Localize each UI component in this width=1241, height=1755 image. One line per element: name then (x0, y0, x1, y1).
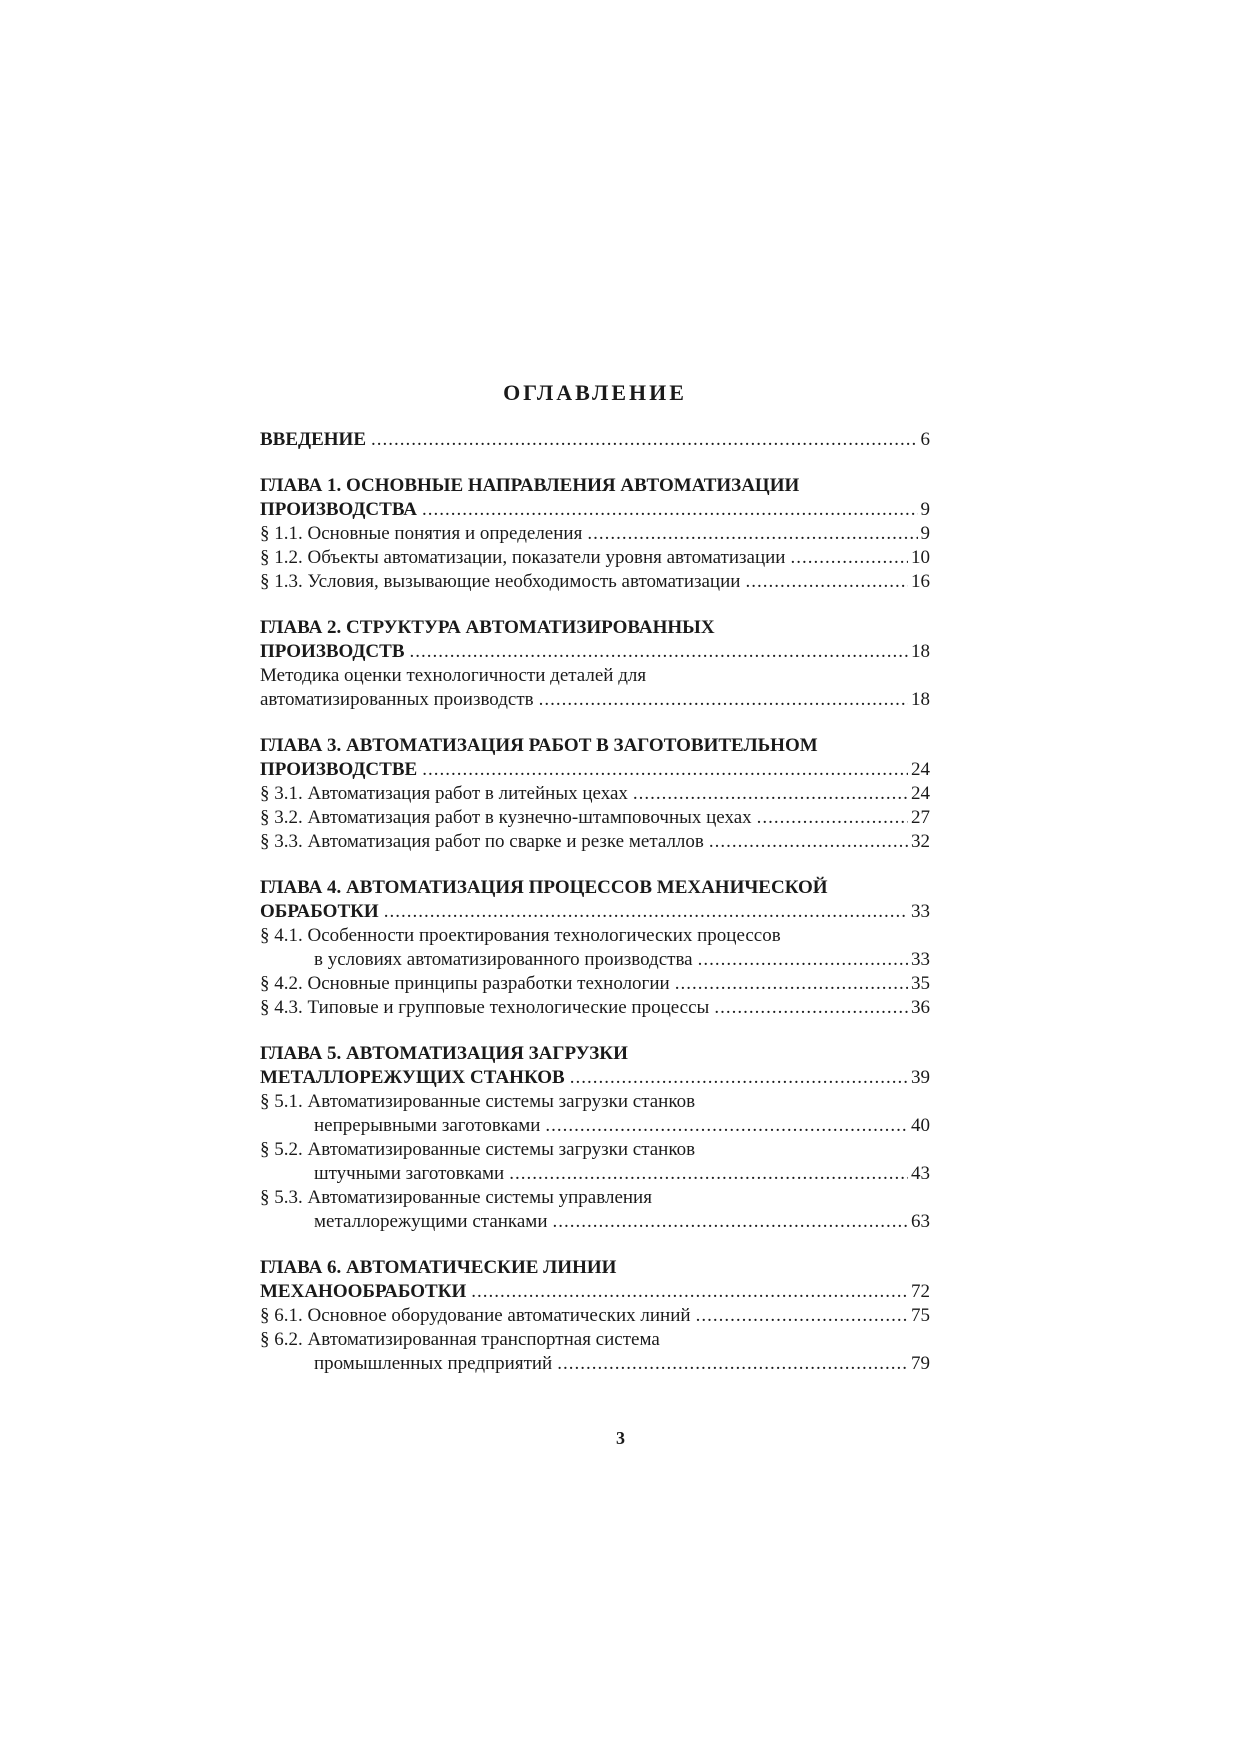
leader-dots (553, 1210, 909, 1234)
page-number: 6 (920, 429, 930, 450)
page-number: 24 (911, 783, 930, 804)
page-number: 40 (911, 1115, 930, 1136)
table-of-contents (260, 380, 930, 1376)
toc-entry-1-3[interactable] (260, 570, 930, 594)
entry-label: § 3.2. Автоматизация работ в кузнечно-штамповочных цехах (260, 807, 752, 828)
method-entry-line: Методика оценки технологичности деталей для (260, 665, 647, 686)
page-number: 16 (911, 571, 930, 592)
chapter-6-heading: ГЛАВА 6. АВТОМАТИЧЕСКИЕ ЛИНИИ (260, 1257, 617, 1278)
entry-label: § 1.2. Объекты автоматизации, показатели уровня автоматизации (260, 547, 786, 568)
entry-label: § 3.3. Автоматизация работ по сварке и резке металлов (260, 831, 704, 852)
leader-dots (509, 1162, 908, 1186)
page-title: ОГЛАВЛЕНИЕ (503, 380, 687, 405)
entry-label: металлорежущими станками (314, 1211, 548, 1232)
leader-dots (714, 996, 908, 1020)
page-number: 43 (911, 1163, 930, 1184)
toc-entry-1-1[interactable] (260, 522, 930, 546)
toc-entry-chapter-5[interactable] (260, 1066, 930, 1090)
entry-label: МЕХАНООБРАБОТКИ (260, 1281, 467, 1302)
page-number: 32 (911, 831, 930, 852)
leader-dots (696, 1304, 908, 1328)
toc-entry-3-3[interactable] (260, 830, 930, 854)
toc-entry-6-2[interactable] (260, 1352, 930, 1376)
chapter-5-heading: ГЛАВА 5. АВТОМАТИЗАЦИЯ ЗАГРУЗКИ (260, 1043, 628, 1064)
toc-entry-6-1[interactable] (260, 1304, 930, 1328)
chapter-3-heading: ГЛАВА 3. АВТОМАТИЗАЦИЯ РАБОТ В ЗАГОТОВИТЕЛЬНОМ (260, 735, 818, 756)
leader-dots (757, 806, 908, 830)
section-4-1-heading: § 4.1. Особенности проектирования технологических процессов (260, 925, 781, 946)
leader-dots (371, 428, 918, 452)
page-number: 72 (911, 1281, 930, 1302)
entry-label: МЕТАЛЛОРЕЖУЩИХ СТАНКОВ (260, 1067, 565, 1088)
page-number: 36 (911, 997, 930, 1018)
toc-entry-chapter-2[interactable] (260, 640, 930, 664)
leader-dots (709, 830, 908, 854)
toc-entry-5-1[interactable] (260, 1114, 930, 1138)
page-number: 18 (911, 689, 930, 710)
toc-entry-1-2[interactable] (260, 546, 930, 570)
entry-label: § 4.3. Типовые и групповые технологические процессы (260, 997, 710, 1018)
toc-entry-chapter-6[interactable] (260, 1280, 930, 1304)
leader-dots (557, 1352, 908, 1376)
page-number: 39 (911, 1067, 930, 1088)
chapter-4-heading: ГЛАВА 4. АВТОМАТИЗАЦИЯ ПРОЦЕССОВ МЕХАНИЧЕСКОЙ (260, 877, 828, 898)
toc-entry-intro[interactable] (260, 428, 930, 452)
entry-label: ВВЕДЕНИЕ (260, 429, 366, 450)
section-5-2-heading: § 5.2. Автоматизированные системы загрузки станков (260, 1139, 696, 1160)
chapter-1-heading: ГЛАВА 1. ОСНОВНЫЕ НАПРАВЛЕНИЯ АВТОМАТИЗАЦИИ (260, 475, 800, 496)
section-5-3-heading: § 5.3. Автоматизированные системы управления (260, 1187, 652, 1208)
leader-dots (422, 758, 908, 782)
entry-label: ОБРАБОТКИ (260, 901, 379, 922)
leader-dots (410, 640, 908, 664)
entry-label: штучными заготовками (314, 1163, 505, 1184)
entry-label: ПРОИЗВОДСТВЕ (260, 759, 418, 780)
leader-dots (422, 498, 917, 522)
toc-entry-4-2[interactable] (260, 972, 930, 996)
entry-label: § 3.1. Автоматизация работ в литейных цехах (260, 783, 628, 804)
page-number: 9 (920, 523, 930, 544)
entry-label: § 4.2. Основные принципы разработки технологии (260, 973, 670, 994)
page-number: 27 (911, 807, 930, 828)
entry-label: непрерывными заготовками (314, 1115, 541, 1136)
leader-dots (384, 900, 908, 924)
toc-entry-chapter-4[interactable] (260, 900, 930, 924)
entry-label: ПРОИЗВОДСТВА (260, 499, 418, 520)
leader-dots (539, 688, 908, 712)
chapter-2-heading: ГЛАВА 2. СТРУКТУРА АВТОМАТИЗИРОВАННЫХ (260, 617, 715, 638)
leader-dots (570, 1066, 908, 1090)
entry-label: § 1.3. Условия, вызывающие необходимость автоматизации (260, 571, 741, 592)
page-number: 10 (911, 547, 930, 568)
page-folio: 3 (616, 1428, 625, 1448)
leader-dots (633, 782, 908, 806)
toc-entry-chapter-1[interactable] (260, 498, 930, 522)
leader-dots (545, 1114, 908, 1138)
page-number: 24 (911, 759, 930, 780)
page-number: 18 (911, 641, 930, 662)
toc-entry-3-2[interactable] (260, 806, 930, 830)
toc-entry-5-3[interactable] (260, 1210, 930, 1234)
section-6-2-heading: § 6.2. Автоматизированная транспортная система (260, 1329, 660, 1350)
page-number: 33 (911, 949, 930, 970)
leader-dots (471, 1280, 908, 1304)
toc-entry-3-1[interactable] (260, 782, 930, 806)
page-number: 35 (911, 973, 930, 994)
page-number: 63 (911, 1211, 930, 1232)
section-5-1-heading: § 5.1. Автоматизированные системы загрузки станков (260, 1091, 696, 1112)
toc-entry-5-2[interactable] (260, 1162, 930, 1186)
page-number: 9 (920, 499, 930, 520)
page-number: 33 (911, 901, 930, 922)
leader-dots (745, 570, 908, 594)
page-number: 79 (911, 1353, 930, 1374)
leader-dots (675, 972, 908, 996)
leader-dots (698, 948, 908, 972)
toc-entry-4-3[interactable] (260, 996, 930, 1020)
entry-label: § 1.1. Основные понятия и определения (260, 523, 583, 544)
toc-entry-method[interactable] (260, 688, 930, 712)
toc-entry-4-1[interactable] (260, 948, 930, 972)
toc-entry-chapter-3[interactable] (260, 758, 930, 782)
entry-label: § 6.1. Основное оборудование автоматических линий (260, 1305, 691, 1326)
entry-label: промышленных предприятий (314, 1353, 553, 1374)
leader-dots (587, 522, 917, 546)
leader-dots (790, 546, 908, 570)
page-number: 75 (911, 1305, 930, 1326)
entry-label: автоматизированных производств (260, 689, 534, 710)
entry-label: в условиях автоматизированного производства (314, 949, 693, 970)
entry-label: ПРОИЗВОДСТВ (260, 641, 405, 662)
